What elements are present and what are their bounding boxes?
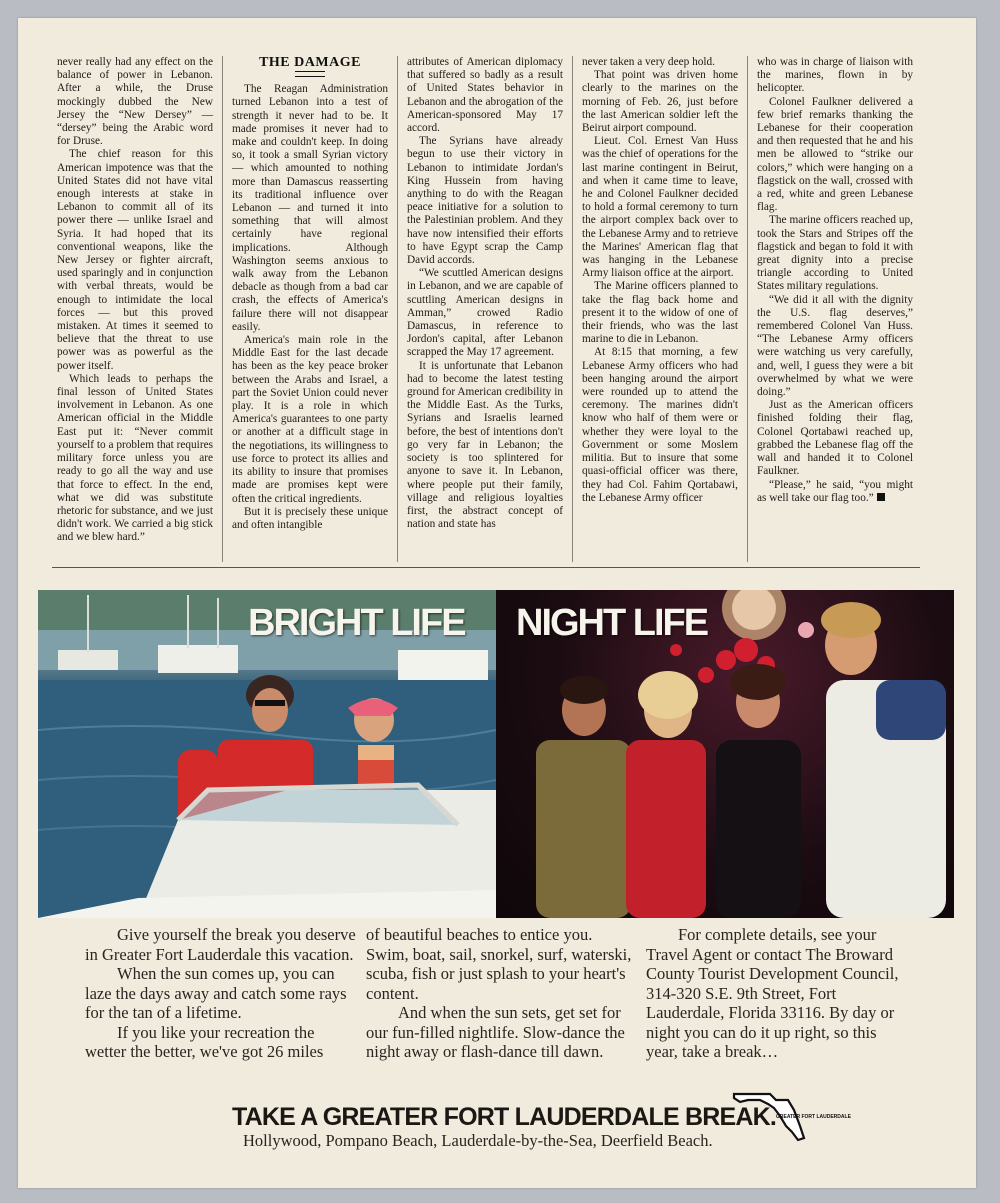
- ad-tagline: TAKE A GREATER FORT LAUDERDALE BREAK.: [232, 1103, 776, 1131]
- ad-column-2: [366, 925, 634, 1062]
- article-paragraph: The chief reason for this American impotence was that the United States did not have vital enough interests at stake in Lebanon to commit all of its power there — unlike Israel and Syria. It had hoped that its conventional weapons, like the New Jersey or fighter aircraft, used sparingly and in conjunction with verbal threats, would be enough to intimidate the local forces — but this proved mistaken. At times it seemed to believe that the threat to use power was as powerful as the power itself.: [57, 148, 213, 372]
- article-paragraph: But it is precisely these unique and often intangible: [232, 505, 388, 531]
- article-paragraph: never taken a very deep hold.: [582, 56, 715, 68]
- ad-paragraph: Give yourself the break you deserve in Greater Fort Lauderdale this vacation.: [85, 925, 356, 964]
- article-paragraph: The Marine officers planned to take the flag back home and present it to the widow of one of their friends, who was the last marine to die in Lebanon.: [582, 280, 738, 346]
- heading-rule: [295, 71, 325, 77]
- article-columns: [48, 56, 922, 562]
- end-mark-icon: [877, 493, 885, 501]
- ad-paragraph: And when the sun sets, get set for our fun-filled nightlife. Slow-dance the night away or flash-dance till dawn.: [366, 1003, 625, 1061]
- article-paragraph: Which leads to perhaps the final lesson of United States involvement in Lebanon. As one American official in the Middle East put it: “Never commit yourself to a problem that requires military force unless you are ready to go all the way and use that force to effect. In the end, what we did was substitute rhetoric for substance, and we just didn't work. We carried a big stick and we blew hard.”: [57, 372, 213, 544]
- article-paragraph: Just as the American officers finished folding their flag, Colonel Qortabawi reached up, grabbed the Lebanese flag off the wall and handed it to Colonel Faulkner.: [757, 399, 913, 478]
- article-paragraph: The marine officers reached up, took the Stars and Stripes off the flagstick and began to fold it with great dignity into a precise triangle according to United States military regulations.: [757, 214, 913, 293]
- article-paragraph: who was in charge of liaison with the marines, flown in by helicopter.: [757, 56, 913, 95]
- article-paragraph: attributes of American diplomacy that suffered so badly as a result of United States behavior in Lebanon and the abrogation of the American-sponsored May 17 accord.: [407, 56, 563, 135]
- night-life-title: NIGHT LIFE: [516, 602, 708, 644]
- bright-life-photo: [38, 590, 496, 918]
- ad-paragraph: When the sun comes up, you can laze the days away and catch some rays for the tan of a lifetime.: [85, 964, 347, 1022]
- article-column-1: [48, 56, 222, 562]
- ad-cities: Hollywood, Pompano Beach, Lauderdale-by-the-Sea, Deerfield Beach.: [243, 1131, 713, 1150]
- article-paragraph: “We did it all with the dignity the U.S. flag deserves,” remembered Colonel Van Huss. “The Lebanese Army officers were watching us very carefully, and, well, I guess they were a bit overwhelmed by what we were doing.”: [757, 293, 913, 399]
- article-paragraph: America's main role in the Middle East for the last decade has been as the key peace broker between the Arabs and Israel, a part the Soviet Union could never play. It is a role in which America's guarantees to one party or another at a difficult stage in the negotiations, its willingness to use force to protect its allies and its ability to insure that promises made are promises kept were often the critical ingredients.: [232, 334, 388, 505]
- section-heading: THE DAMAGE: [259, 56, 361, 70]
- article-paragraph: It is unfortunate that Lebanon had to become the latest testing ground for American credibility in the Middle East. As the Turks, Syrians and Israelis learned before, the best of intentions don't go very far in Lebanon; the society is too splintered for anyone to save it. In Lebanon, where people put their family, village and religious loyalties first, the abstract concept of nation and state has: [407, 359, 563, 531]
- section-divider: [52, 567, 920, 568]
- article-paragraph: never really had any effect on the balance of power in Lebanon. After a while, the Druse mockingly dubbed the New Jersey the “New Dersey” — “dersey” being the Arabic word for Druse.: [57, 56, 213, 148]
- article-column-2: [222, 56, 397, 562]
- bright-life-title: BRIGHT LIFE: [248, 602, 465, 644]
- article-paragraph: Lieut. Col. Ernest Van Huss was the chief of operations for the last marine contingent in Beirut, and when it came time to leave, he and Colonel Faulkner decided to hold a formal ceremony to turn the airport complex back over to the Lebanese Army and to retrieve the Marines' American flag that was hanging in the Lebanese Army liaison office at the airport.: [582, 135, 738, 280]
- ad-paragraph: of beautiful beaches to entice you. Swim, boat, sail, snorkel, surf, waterski, scuba, fish or just splash to your heart's content.: [366, 925, 632, 1003]
- article-paragraph: At 8:15 that morning, a few Lebanese Army officers who had been hanging around the airport were rounded up to attend the ceremony. The marines didn't know who half of them were or whether they were loyal to the Government or some Moslem militia. But to insure that some quasi-official officer was there, they had Col. Fahim Qortabawi, the Lebanese Army officer: [582, 346, 738, 504]
- article-paragraph: The Reagan Administration turned Lebanon into a test of strength it never had to be. It made promises it never had to make and couldn't keep. In doing so, it took a small Syrian victory — which amounted to nothing more than Damascus reasserting its traditional influence over Lebanon — and turned it into something that will almost certainly have regional implications. Although Washington seems anxious to walk away from the Lebanon debacle as though from a bad car crash, the effects of America's failure there will not disappear easily.: [232, 83, 388, 333]
- ad-paragraph: If you like your recreation the wetter the better, we've got 26 miles: [85, 1022, 324, 1061]
- article-paragraph: “We scuttled American designs in Lebanon, and we are capable of scuttling American designs in Amman,” crowed Radio Damascus, in reference to Jordon's capital, after Lebanon scrapped the May 17 agreement.: [407, 267, 563, 359]
- logo-text: GREATER FORT LAUDERDALE: [776, 1114, 851, 1120]
- article-paragraph: [757, 479, 913, 505]
- ad-column-1: [85, 925, 357, 1062]
- ad-column-3: [646, 925, 908, 1062]
- article-column-4: [572, 56, 747, 562]
- article-paragraph: Colonel Faulkner delivered a few brief remarks thanking the Lebanese for their cooperation and then requested that he and his men be allowed to “strike our colors,” which were hanging on a flagstick on the wall, crossed with a red, white and green Lebanese flag.: [757, 95, 913, 214]
- article-paragraph: The Syrians have already begun to use their victory in Lebanon to intimidate Jordan's King Hussein from having anything to do with the Reagan peace initiative for a solution to the Palestinian problem. And they have now intensified their efforts to have Egypt scrap the Camp David accords.: [407, 135, 563, 267]
- ad-paragraph: For complete details, see your Travel Agent or contact The Broward County Tourist Development Council, 314-320 S.E. 9th Street, Fort Lauderdale, Florida 33116. By day or night you can do it up right, so this year, take a break…: [646, 925, 899, 1061]
- article-column-5: [747, 56, 922, 562]
- article-paragraph: That point was driven home clearly to the marines on the morning of Feb. 26, just before the last American soldier left the Beirut airport compound.: [582, 69, 738, 135]
- article-column-3: [397, 56, 572, 562]
- article-final-sentence: “Please,” he said, “you might as well take our flag too.”: [757, 478, 913, 504]
- night-life-photo: [496, 590, 954, 918]
